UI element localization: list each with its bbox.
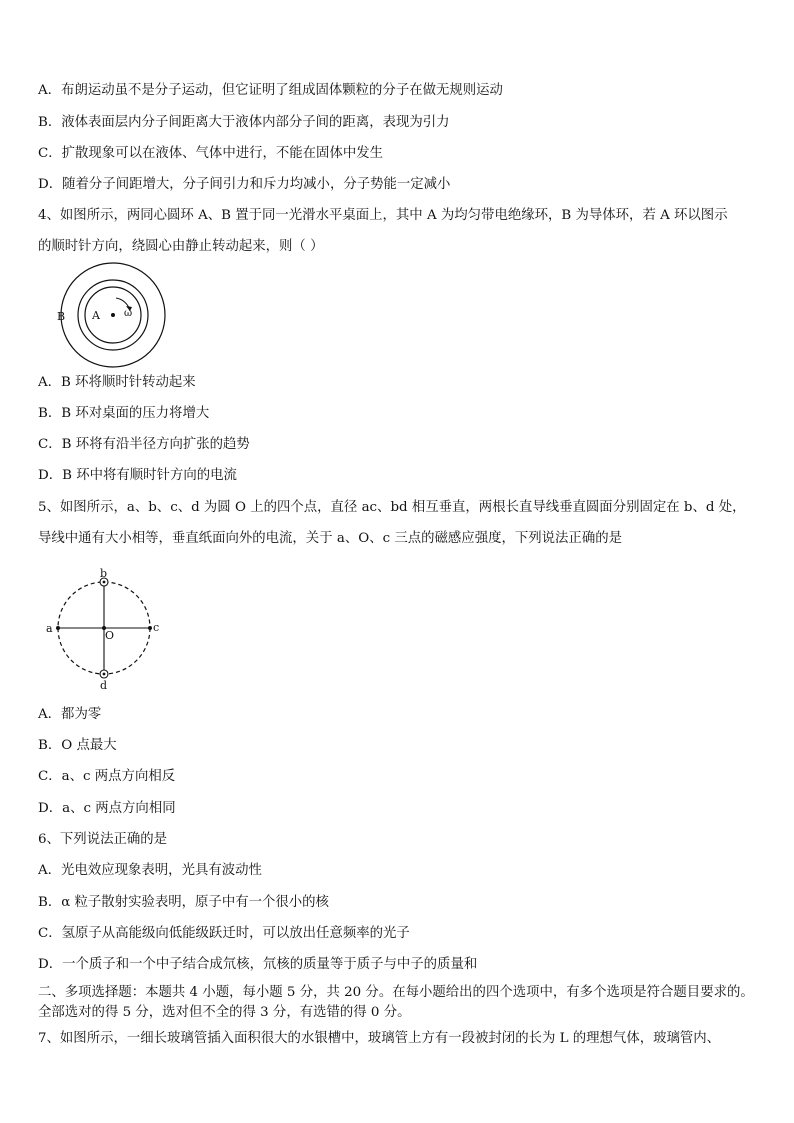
q6-stem: 6、下列说法正确的是 [38,832,168,847]
label-c: c [153,621,160,634]
q5-stem-line2: 导线中通有大小相等，垂直纸面向外的电流，关于 a、O、c 三点的磁感应强度，下列说法正确的是 [38,531,622,546]
q4-stem-line1: 4、如图所示，两同心圆环 A、B 置于同一光滑水平桌面上，其中 A 为均匀带电绝缘环，B 为导体环，若 A 环以图示 [38,208,728,223]
section2-instructions-line1: 二、多项选择题：本题共 4 小题，每小题 5 分，共 20 分。在每小题给出的四个选项中，有多个选项是符合题目要求的。 [38,985,754,1000]
label-a: a [46,622,53,635]
q5-option-a: A．都为零 [38,707,102,722]
label-o: O [105,629,115,642]
q4-concentric-rings-figure [50,262,180,372]
point-c [148,626,152,630]
ring-center-dot [111,313,115,317]
q6-option-d: D．一个质子和一个中子结合成氘核，氘核的质量等于质子与中子的质量和 [38,957,478,972]
q6-option-a: A．光电效应现象表明，光具有波动性 [38,863,262,878]
q6-option-c: C．氢原子从高能级向低能级跃迁时，可以放出任意频率的光子 [38,926,410,941]
q5-option-d: D．a、c 两点方向相同 [38,801,176,816]
q4-option-c: C．B 环将有沿半径方向扩张的趋势 [38,437,250,452]
label-b: b [100,567,108,580]
label-omega: ω [124,308,133,319]
q3-option-c: C．扩散现象可以在液体、气体中进行，不能在固体中发生 [38,146,384,161]
q5-option-c: C．a、c 两点方向相反 [38,769,176,784]
label-ring-a: A [92,309,100,322]
label-d: d [100,679,108,692]
q4-option-b: B．B 环对桌面的压力将增大 [38,406,210,421]
q7-stem-line1: 7、如图所示，一细长玻璃管插入面积很大的水银槽中，玻璃管上方有一段被封闭的长为 L 的理想气体，玻璃管内、 [38,1031,721,1046]
q4-stem-line2: 的顺时针方向，绕圆心由静止转动起来，则（ ） [38,239,324,254]
q5-stem-line1: 5、如图所示，a、b、c、d 为圆 O 上的四个点，直径 ac、bd 相互垂直，两根长直导线垂直圆面分别固定在 b、d 处， [38,500,746,515]
q4-option-a: A．B 环将顺时针转动起来 [38,375,196,390]
q6-option-b: B．α 粒子散射实验表明，原子中有一个很小的核 [38,895,329,910]
q4-option-d: D．B 环中将有顺时针方向的电流 [38,468,237,483]
q5-option-b: B．O 点最大 [38,738,117,753]
q5-circle-wires-figure [40,566,170,694]
point-a [56,626,60,630]
section2-instructions-line2: 全部选对的得 5 分，选对但不全的得 3 分，有选错的得 0 分。 [38,1005,411,1020]
label-ring-b: B [57,310,66,323]
q3-option-a: A．布朗运动虽不是分子运动，但它证明了组成固体颗粒的分子在做无规则运动 [38,83,503,98]
q3-option-d: D．随着分子间距增大，分子间引力和斥力均减小，分子势能一定减小 [38,177,451,192]
q3-option-b: B．液体表面层内分子间距离大于液体内部分子间的距离，表现为引力 [38,115,450,130]
